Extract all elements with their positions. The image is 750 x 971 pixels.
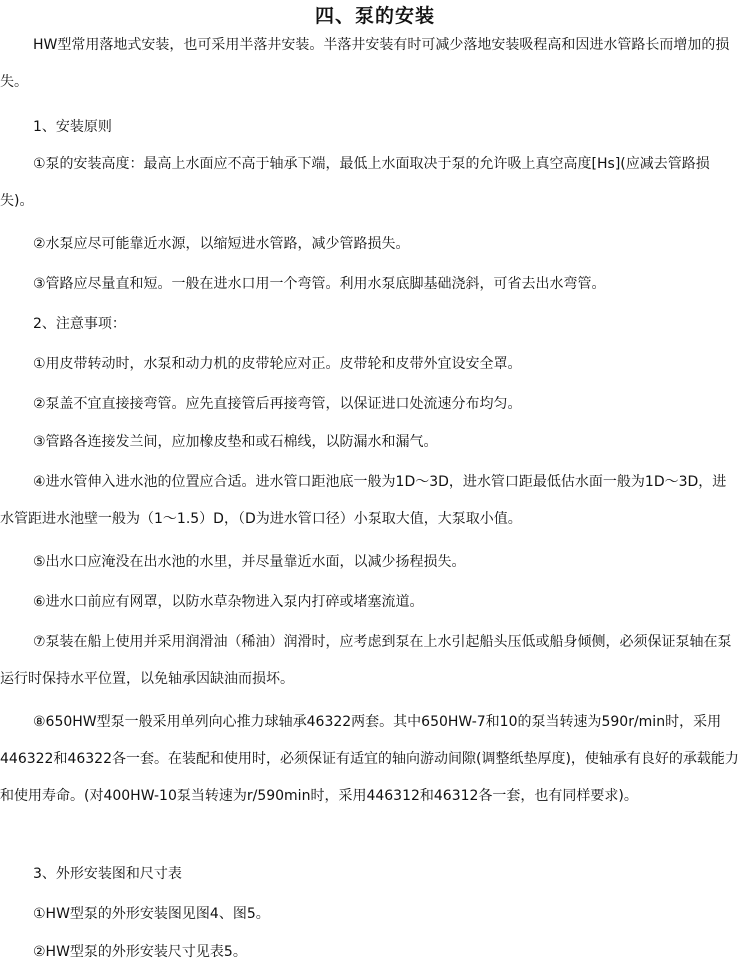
install-principle-1: ①泵的安装高度：最高上水面应不高于轴承下端，最低上水面取决于泵的允许吸上真空高度[Hs](应减去管路损失)。 [0,156,710,209]
install-principle-3: ③管路应尽量直和短。一般在进水口用一个弯管。利用水泵底脚基础浇斜，可省去出水弯管。 [33,276,606,292]
note-8: ⑧650HW型泵一般采用单列向心推力球轴承46322两套。其中650HW-7和10的泵当转速为590r/min时，采用446322和46322各一套。在装配和使用时，必须保证有适宜的轴向游动间隙(调整纸垫厚度)，使轴承有良好的承载能力和使用寿命。(对400HW-10泵当转速为r/590min时，采用446312和46312各一套，也有同样要求)。 [0,714,739,804]
document-title: 四、泵的安装 [314,5,435,27]
section-heading-drawings: 3、外形安装图和尺寸表 [33,866,182,882]
note-4: ④进水管伸入进水池的位置应合适。进水管口距池底一般为1D～3D，进水管口距最低估水面一般为1D～3D，进水管距进水池壁一般为（1～1.5）D，（D为进水管口径）小泵取大值，大泵取小值。 [0,474,727,527]
section-heading-notes: 2、注意事项： [33,316,126,332]
note-1: ①用皮带转动时，水泵和动力机的皮带轮应对正。皮带轮和皮带外宜设安全罩。 [33,356,522,372]
drawing-item-1: ①HW型泵的外形安装图见图4、图5。 [33,906,270,922]
drawing-item-2: ②HW型泵的外形安装尺寸见表5。 [33,944,247,960]
section-heading-install-principles: 1、安装原则 [33,119,112,135]
note-3: ③管路各连接发兰间，应加橡皮垫和或石棉线，以防漏水和漏气。 [33,434,438,450]
note-2: ②泵盖不宜直接接弯管。应先直接管后再接弯管，以保证进口处流速分布均匀。 [33,396,522,412]
intro-paragraph: HW型常用落地式安装，也可采用半落井安装。半落井安装有时可减少落地安装吸程高和因进水管路长而增加的损失。 [0,37,730,90]
note-5: ⑤出水口应淹没在出水池的水里，并尽量靠近水面，以减少扬程损失。 [33,554,466,570]
note-7: ⑦泵装在船上使用并采用润滑油（稀油）润滑时，应考虑到泵在上水引起船头压低或船身倾侧，必须保证泵轴在泵运行时保持水平位置，以免轴承因缺油而损坏。 [0,634,732,687]
note-6: ⑥进水口前应有网罩，以防水草杂物进入泵内打碎或堵塞流道。 [33,594,424,610]
install-principle-2: ②水泵应尽可能靠近水源，以缩短进水管路，减少管路损失。 [33,236,410,252]
